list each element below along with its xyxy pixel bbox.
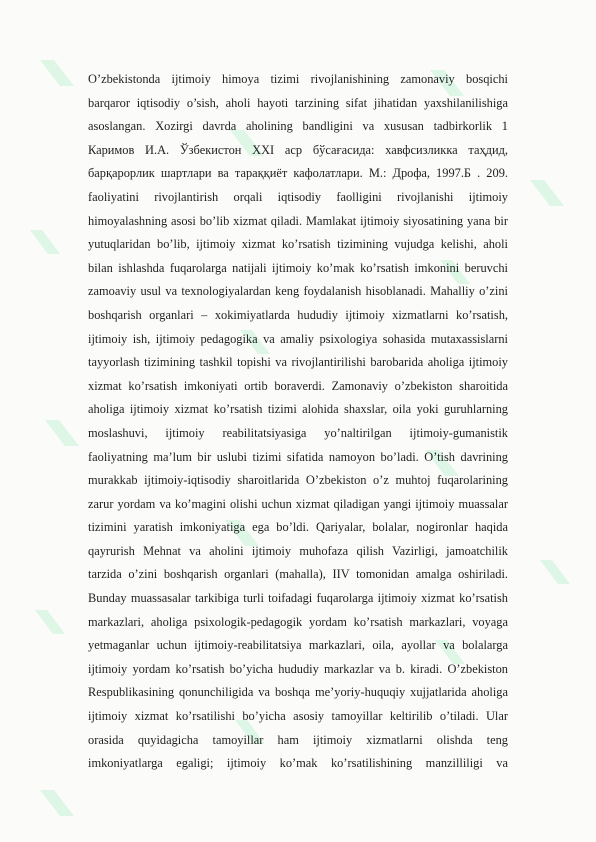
body-text xyxy=(88,68,508,776)
text-line: yutuqlaridan bo’lib, ijtimoiy xizmat ko’rsatish tizimining vujudga kelishi, aholi xyxy=(88,237,508,252)
text-line: yetmaganlar uchun ijtimoiy-reabilitatsiya markazlari, oila, ayollar va bolalarga xyxy=(88,638,508,653)
text-line: tizimini yaratish imkoniyatiga ega bo’ldi. Qariyalar, bolalar, nogironlar haqida xyxy=(88,520,508,535)
text-line: zamoaviy usul va texnologiyalardan keng foydalanish hisoblanadi. Mahalliy o’zini xyxy=(88,284,508,299)
text-line: ijtimoiy xizmat ko’rsatilishi bo’yicha asosiy tamoyillar keltirilib o’tiladi. Ular xyxy=(88,709,508,724)
text-line: aholiga ijtimoiy xizmat ko’rsatish tizimi alohida shaxslar, oila yoki guruhlarning xyxy=(88,402,508,417)
text-line: boshqarish organlari – xokimiyatlarda hududiy ijtimoiy xizmatlarni ko’rsatish, xyxy=(88,307,508,322)
text-line: ijtimoiy yordam ko’rsatish bo’yicha hududiy markazlar va b. kiradi. O’zbekiston xyxy=(88,661,508,676)
text-line: Bunday muassasalar tarkibiga turli toifadagi fuqarolarga ijtimoiy xizmat ko’rsatish xyxy=(88,591,508,606)
text-line: ijtimoiy ish, ijtimoiy pedagogika va amaliy psixologiya sohasida mutaxassislarni xyxy=(88,331,508,346)
text-line: himoyalashning asosi bo’lib xizmat qiladi. Mamlakat ijtimoiy siyosatining yana bir xyxy=(88,213,508,228)
text-line: барқарорлик шартлари ва тараққиёт кафолатлари. М.: Дрофа, 1997.Б . 209. xyxy=(88,166,508,181)
text-line: moslashuvi, ijtimoiy reabilitatsiyasiga yo’naltirilgan ijtimoiy-gumanistik xyxy=(88,425,508,440)
text-line: tarzida o’zini boshqarish organlari (mahalla), IIV tomonidan amalga oshiriladi. xyxy=(88,567,508,582)
text-line: markazlari, aholiga psixologik-pedagogik yordam ko’rsatish markazlari, voyaga xyxy=(88,614,508,629)
text-line: qayrurish Mehnat va aholini ijtimoiy muhofaza qilish Vazirligi, jamoatchilik xyxy=(88,543,508,558)
text-line: murakkab ijtimoiy-iqtisodiy sharoitlarida O’zbekiston o’z muhtoj fuqarolarining xyxy=(88,473,508,488)
text-line: zarur yordam va ko’magini olishi uchun xizmat qiladigan yangi ijtimoiy muassalar xyxy=(88,496,508,511)
text-line: faoliyatning ma’lum bir uslubi tizimi sifatida namoyon bo’ladi. O’tish davrining xyxy=(88,449,508,464)
text-line: orasida quyidagicha tamoyillar ham ijtimoiy xizmatlarni olishda teng xyxy=(88,732,508,747)
text-line: faoliyatini rivojlantirish orqali iqtisodiy faolligini rivojlanishi ijtimoiy xyxy=(88,189,508,204)
text-line: barqaror iqtisodiy o’sish, aholi hayoti tarzining sifat jihatidan yaxshilanilishiga xyxy=(88,95,508,110)
text-line: xizmat ko’rsatish imkoniyati ortib boraverdi. Zamonaviy o’zbekiston sharoitida xyxy=(88,378,508,393)
text-line: bilan ishlashda fuqarolarga natijali ijtimoiy ko’mak ko’rsatish imkonini beruvchi xyxy=(88,260,508,275)
text-line: Каримов И.А. Ўзбекистон XXI аср бўсағасида: хавфсизликка таҳдид, xyxy=(88,142,508,157)
text-line: O’zbekistonda ijtimoiy himoya tizimi rivojlanishining zamonaviy bosqichi xyxy=(88,72,508,86)
text-line: imkoniyatlarga egaligi; ijtimoiy ko’mak ko’rsatilishining manzilliligi va xyxy=(88,756,508,771)
text-line: asoslangan. Xozirgi davrda aholining bandligini va xususan tadbirkorlik 1 xyxy=(88,119,508,134)
text-line: Respublikasining qonunchiligida va boshqa me’yoriy-huquqiy xujjatlarida aholiga xyxy=(88,685,508,700)
text-line: tayyorlash tizimining tashkil topishi va rivojlantirilishi barobarida aholiga ijtimoiy xyxy=(88,355,508,370)
